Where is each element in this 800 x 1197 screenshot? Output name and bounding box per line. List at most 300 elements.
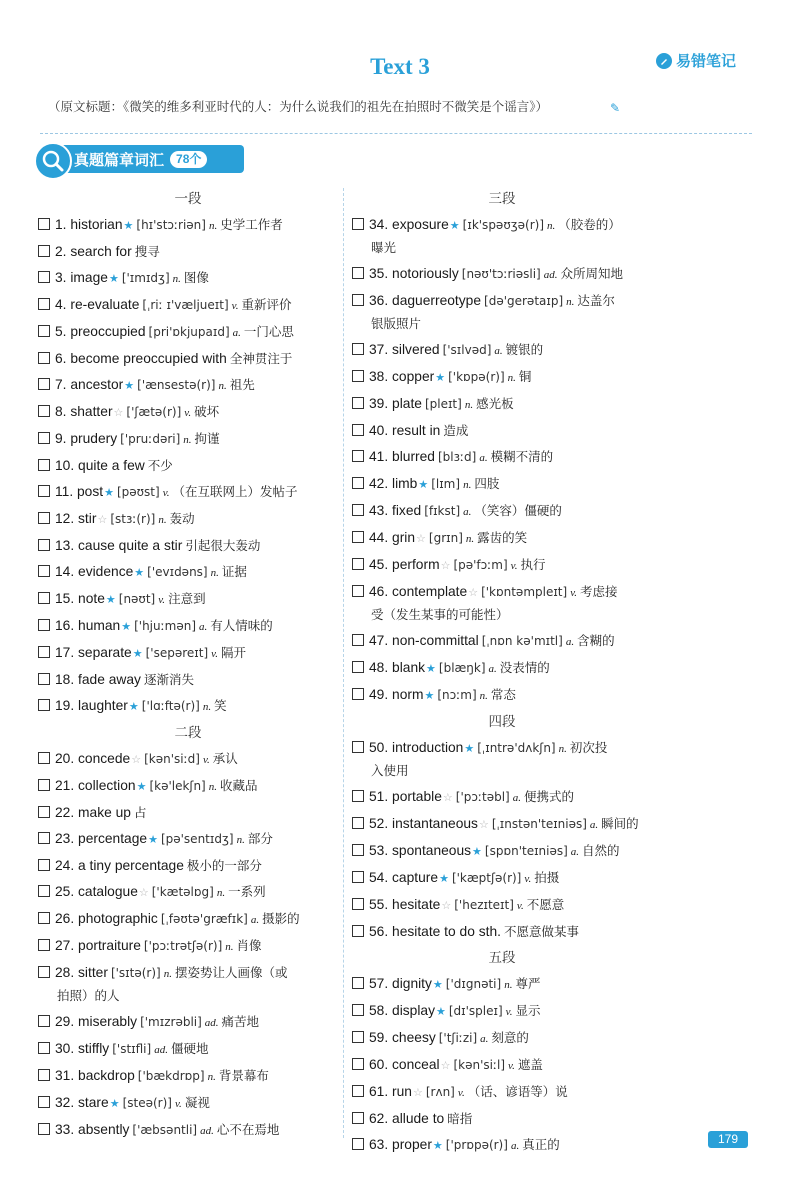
- entry-number: 53.: [369, 843, 389, 858]
- meaning-continued: 拍照）的人: [57, 988, 120, 1003]
- phonetic: [lɪm]: [431, 477, 461, 491]
- star-icon: ★: [121, 621, 132, 633]
- vocab-word: quite a few: [78, 458, 145, 473]
- banner-title: 真题篇章词汇: [74, 150, 165, 169]
- vocab-word: stiffly: [78, 1041, 110, 1056]
- entry-number: 7.: [55, 377, 67, 392]
- vocab-entry: [352, 892, 652, 919]
- checkbox[interactable]: [352, 817, 364, 829]
- checkbox[interactable]: [38, 673, 50, 685]
- vocab-entry: [352, 811, 652, 838]
- section-heading: 一段: [174, 191, 202, 207]
- vocab-entry: [352, 735, 652, 784]
- checkbox[interactable]: [38, 325, 50, 337]
- phonetic: [steə(r)]: [122, 1096, 172, 1110]
- entry-number: 10.: [55, 458, 75, 473]
- checkbox[interactable]: [38, 378, 50, 390]
- part-of-speech: v.: [158, 594, 166, 606]
- phonetic: ['dɪgnəti]: [445, 977, 502, 991]
- meaning: 一门心思: [243, 324, 294, 339]
- hollow-star-icon: ☆: [412, 1087, 423, 1099]
- checkbox[interactable]: [38, 405, 50, 417]
- checkbox[interactable]: [352, 370, 364, 382]
- meaning: 不愿意做某事: [503, 924, 579, 939]
- checkbox[interactable]: [352, 531, 364, 543]
- part-of-speech: v.: [202, 754, 210, 766]
- vocab-entry: [352, 1132, 652, 1159]
- vocab-entry: [38, 800, 338, 826]
- checkbox[interactable]: [38, 1069, 50, 1081]
- entry-number: 44.: [369, 530, 389, 545]
- meaning: 尊严: [515, 976, 541, 991]
- magnifier-icon: [34, 142, 72, 180]
- hollow-star-icon: ☆: [97, 514, 108, 526]
- phonetic: ['mɪzrəbli]: [140, 1015, 202, 1029]
- meaning: 祖先: [229, 377, 255, 392]
- meaning-continued: 银版照片: [371, 316, 422, 331]
- vocab-word: miserably: [78, 1014, 138, 1029]
- phonetic: [pə'fɔːm]: [453, 558, 508, 572]
- meaning: 没表情的: [499, 660, 550, 675]
- meaning: 注意到: [168, 591, 206, 606]
- checkbox[interactable]: [38, 699, 50, 711]
- phonetic: [ɪk'spəʊʒə(r)]: [462, 218, 545, 232]
- vocab-entry: [352, 1079, 652, 1106]
- vocab-entry: [352, 628, 652, 655]
- part-of-speech: a.: [232, 327, 241, 339]
- vocab-word: make up: [78, 805, 131, 820]
- phonetic: [ˌɪnstən'teɪniəs]: [491, 817, 587, 831]
- part-of-speech: n.: [216, 887, 226, 899]
- part-of-speech: n.: [207, 1071, 216, 1083]
- part-of-speech: v.: [505, 1006, 513, 1018]
- source-note: （原文标题：《微笑的维多利亚时代的人：为什么说我们的祖先在拍照时不微笑是个谣言》）: [48, 99, 549, 114]
- vocab-word: stir: [78, 511, 97, 526]
- vocab-word: capture: [392, 870, 439, 885]
- entry-number: 41.: [369, 449, 389, 464]
- vocab-word: fade away: [78, 672, 141, 687]
- checkbox[interactable]: [352, 790, 364, 802]
- checkbox[interactable]: [352, 871, 364, 883]
- vocab-entry: [352, 364, 652, 391]
- vocab-word: display: [392, 1003, 435, 1018]
- part-of-speech: a.: [199, 621, 208, 633]
- vocab-entry: [352, 998, 652, 1025]
- entry-number: 57.: [369, 976, 389, 991]
- checkbox[interactable]: [352, 267, 364, 279]
- entry-number: 63.: [369, 1137, 389, 1152]
- phonetic: ['hjuːmən]: [134, 619, 197, 633]
- phonetic: ['kæptʃə(r)]: [451, 871, 522, 885]
- checkbox[interactable]: [352, 1004, 364, 1016]
- meaning: 显示: [515, 1003, 541, 1018]
- checkbox[interactable]: [38, 752, 50, 764]
- entry-number: 28.: [55, 965, 75, 980]
- checkbox[interactable]: [38, 885, 50, 897]
- part-of-speech: n.: [172, 273, 181, 285]
- vocab-word: copper: [392, 369, 435, 384]
- vocab-entry: [352, 288, 652, 337]
- meaning: 模糊不清的: [490, 449, 554, 464]
- vocab-entry: [38, 933, 338, 960]
- checkbox[interactable]: [352, 844, 364, 856]
- word-count-badge: 78个: [170, 151, 207, 168]
- meaning: 摆姿势让人画像（或: [174, 965, 288, 980]
- star-icon: ★: [128, 701, 139, 713]
- phonetic: ['stɪfli]: [112, 1042, 152, 1056]
- phonetic: [stɜː(r)]: [110, 512, 156, 526]
- checkbox[interactable]: [38, 245, 50, 257]
- checkbox[interactable]: [352, 1138, 364, 1150]
- meaning: 不愿意: [526, 897, 565, 912]
- entry-number: 8.: [55, 404, 67, 419]
- checkbox[interactable]: [352, 661, 364, 673]
- meaning: 僵硬地: [170, 1041, 209, 1056]
- phonetic: ['kætəlɒg]: [151, 885, 214, 899]
- checkbox[interactable]: [38, 218, 50, 230]
- checkbox[interactable]: [38, 806, 50, 818]
- vocab-entry: [352, 337, 652, 364]
- entry-number: 61.: [369, 1084, 389, 1099]
- checkbox[interactable]: [38, 432, 50, 444]
- part-of-speech: n.: [158, 514, 167, 526]
- phonetic: ['sɪlvəd]: [442, 343, 492, 357]
- checkbox[interactable]: [352, 1085, 364, 1097]
- meaning: （在互联网上）发帖子: [172, 484, 298, 499]
- entry-number: 5.: [55, 324, 67, 339]
- checkbox[interactable]: [38, 779, 50, 791]
- vocab-word: percentage: [78, 831, 148, 846]
- entry-number: 32.: [55, 1095, 75, 1110]
- meaning: 执行: [520, 557, 546, 572]
- vocab-word: shatter: [70, 404, 113, 419]
- part-of-speech: n.: [566, 296, 575, 308]
- meaning: 自然的: [582, 843, 620, 858]
- checkbox[interactable]: [38, 966, 50, 978]
- phonetic: [dɪ'spleɪ]: [448, 1004, 503, 1018]
- checkbox[interactable]: [38, 459, 50, 471]
- checkbox[interactable]: [38, 859, 50, 871]
- meaning: 不少: [147, 458, 173, 473]
- star-icon: ★: [472, 846, 482, 858]
- vocab-entry: [38, 746, 338, 773]
- part-of-speech: a.: [480, 1033, 489, 1045]
- entry-number: 15.: [55, 591, 75, 606]
- part-of-speech: a.: [589, 819, 599, 831]
- vocab-entry: [352, 784, 652, 811]
- checkbox[interactable]: [38, 912, 50, 924]
- entry-number: 19.: [55, 698, 75, 713]
- phonetic: ['evɪdəns]: [147, 565, 208, 579]
- star-icon: ★: [449, 220, 460, 232]
- checkbox[interactable]: [38, 565, 50, 577]
- hollow-star-icon: ☆: [468, 587, 479, 599]
- checkbox[interactable]: [352, 1112, 364, 1124]
- part-of-speech: n.: [208, 220, 218, 232]
- entry-number: 47.: [369, 633, 389, 648]
- phonetic: [rʌn]: [425, 1085, 455, 1099]
- entry-number: 39.: [369, 396, 389, 411]
- phonetic: [nəʊt]: [118, 592, 156, 606]
- vocab-entry: [352, 655, 652, 682]
- vocab-entry: [38, 1090, 338, 1117]
- vocab-entry: [352, 498, 652, 525]
- vocab-entry: [38, 853, 338, 879]
- meaning: 部分: [247, 831, 273, 846]
- vocab-word: become preoccupied with: [70, 351, 227, 366]
- vocab-word: hesitate: [392, 897, 441, 912]
- section-heading: 五段: [488, 950, 516, 966]
- entry-number: 23.: [55, 831, 75, 846]
- meaning: 造成: [443, 423, 469, 438]
- checkbox[interactable]: [38, 832, 50, 844]
- checkbox[interactable]: [38, 298, 50, 310]
- part-of-speech: n.: [225, 941, 234, 953]
- checkbox[interactable]: [38, 1096, 50, 1108]
- hollow-star-icon: ☆: [442, 792, 453, 804]
- entry-number: 1.: [55, 217, 67, 232]
- star-icon: ★: [108, 273, 119, 285]
- meaning: 含糊的: [577, 633, 615, 648]
- checkbox[interactable]: [38, 592, 50, 604]
- checkbox[interactable]: [352, 450, 364, 462]
- checkbox[interactable]: [352, 1031, 364, 1043]
- star-icon: ★: [435, 372, 446, 384]
- phonetic: ['bækdrɒp]: [137, 1069, 205, 1083]
- part-of-speech: v.: [516, 900, 524, 912]
- entry-number: 21.: [55, 778, 75, 793]
- meaning: 铜: [518, 369, 532, 384]
- entry-number: 54.: [369, 870, 389, 885]
- vocab-word: limb: [392, 476, 418, 491]
- phonetic: [spɒn'teɪniəs]: [484, 844, 568, 858]
- vocab-word: instantaneous: [392, 816, 478, 831]
- part-of-speech: v.: [570, 587, 578, 599]
- section-banner: [38, 145, 244, 173]
- vocab-word: blank: [392, 660, 426, 675]
- star-icon: ★: [464, 743, 475, 755]
- meaning: 搜寻: [134, 244, 160, 259]
- meaning: 引起很大轰动: [185, 538, 261, 553]
- vocab-entry: [38, 693, 338, 720]
- part-of-speech: v.: [457, 1087, 465, 1099]
- checkbox[interactable]: [352, 898, 364, 910]
- star-icon: ★: [435, 1006, 446, 1018]
- vocab-entry: [352, 418, 652, 444]
- entry-number: 48.: [369, 660, 389, 675]
- meaning: 隔开: [220, 645, 246, 660]
- meaning: 承认: [212, 751, 238, 766]
- entry-number: 31.: [55, 1068, 75, 1083]
- vocab-word: post: [77, 484, 104, 499]
- entry-number: 9.: [55, 431, 67, 446]
- vocab-word: proper: [392, 1137, 432, 1152]
- phonetic: ['prɒpə(r)]: [445, 1138, 508, 1152]
- checkbox[interactable]: [38, 1042, 50, 1054]
- checkbox[interactable]: [38, 1015, 50, 1027]
- vocab-entry: [352, 1025, 652, 1052]
- meaning: 图像: [183, 270, 209, 285]
- part-of-speech: v.: [231, 300, 239, 312]
- vocab-word: daguerreotype: [392, 293, 482, 308]
- meaning: 背景幕布: [218, 1068, 269, 1083]
- vocab-entry: [38, 239, 338, 265]
- part-of-speech: a.: [510, 1140, 520, 1152]
- entry-number: 14.: [55, 564, 75, 579]
- checkbox[interactable]: [352, 397, 364, 409]
- meaning-continued: 受（发生某事的可能性）: [371, 607, 509, 622]
- entry-number: 25.: [55, 884, 75, 899]
- column-divider: [343, 188, 344, 1138]
- part-of-speech: n.: [210, 567, 219, 579]
- vocab-entry: [38, 319, 338, 346]
- vocab-entry: [38, 613, 338, 640]
- vocab-word: exposure: [392, 217, 449, 232]
- entry-number: 37.: [369, 342, 389, 357]
- vocab-word: introduction: [392, 740, 464, 755]
- meaning: 笑: [214, 698, 227, 713]
- checkbox[interactable]: [352, 343, 364, 355]
- checkbox[interactable]: [38, 512, 50, 524]
- meaning: 暗指: [447, 1111, 473, 1126]
- entry-number: 6.: [55, 351, 67, 366]
- phonetic: ['pruːdəri]: [120, 432, 181, 446]
- brand-logo: [656, 50, 736, 71]
- hollow-star-icon: ☆: [416, 533, 426, 545]
- vocab-word: evidence: [78, 564, 134, 579]
- section-heading: 三段: [488, 191, 516, 207]
- hollow-star-icon: ☆: [440, 1060, 451, 1072]
- vocab-word: note: [78, 591, 105, 606]
- checkbox[interactable]: [352, 925, 364, 937]
- meaning: 全神贯注于: [229, 351, 293, 366]
- entry-number: 27.: [55, 938, 75, 953]
- checkbox[interactable]: [352, 504, 364, 516]
- star-icon: ★: [124, 380, 135, 392]
- vocab-entry: [38, 667, 338, 693]
- meaning: 重新评价: [241, 297, 292, 312]
- part-of-speech: ad.: [200, 1125, 214, 1137]
- checkbox[interactable]: [352, 688, 364, 700]
- vocab-entry: [38, 1036, 338, 1063]
- phonetic: ['ænsestə(r)]: [137, 378, 216, 392]
- phonetic: [kə'lekʃn]: [149, 779, 206, 793]
- meaning: 刻意的: [491, 1030, 529, 1045]
- phonetic: [ˌfəʊtə'græfɪk]: [160, 912, 248, 926]
- entry-number: 33.: [55, 1122, 75, 1137]
- phonetic: ['pɔːtəbl]: [455, 790, 510, 804]
- part-of-speech: n.: [465, 533, 475, 545]
- phonetic: [grɪn]: [428, 531, 463, 545]
- meaning: 考虑接: [580, 584, 618, 599]
- hollow-star-icon: ☆: [131, 754, 142, 766]
- part-of-speech: v.: [184, 407, 192, 419]
- checkbox[interactable]: [352, 558, 364, 570]
- meaning: 轰动: [169, 511, 195, 526]
- phonetic: [ˌriː ɪ'væljueɪt]: [142, 298, 229, 312]
- part-of-speech: n.: [479, 690, 488, 702]
- meaning: 瞬间的: [601, 816, 639, 831]
- meaning: 占: [133, 805, 147, 820]
- checkbox[interactable]: [38, 485, 50, 497]
- vocab-word: re-evaluate: [70, 297, 140, 312]
- vocab-entry: [38, 773, 338, 800]
- entry-number: 42.: [369, 476, 389, 491]
- meaning: 破坏: [194, 404, 220, 419]
- entry-number: 34.: [369, 217, 389, 232]
- checkbox[interactable]: [352, 294, 364, 306]
- vocab-entry: [352, 919, 652, 945]
- phonetic: [blæŋk]: [438, 661, 486, 675]
- header-divider: [40, 133, 752, 134]
- checkbox[interactable]: [38, 646, 50, 658]
- checkbox[interactable]: [38, 271, 50, 283]
- entry-number: 3.: [55, 270, 67, 285]
- checkbox[interactable]: [38, 939, 50, 951]
- vocab-entry: [38, 1063, 338, 1090]
- checkbox[interactable]: [352, 1058, 364, 1070]
- star-icon: ★: [104, 487, 114, 499]
- vocab-entry: [38, 559, 338, 586]
- hollow-star-icon: ☆: [478, 819, 489, 831]
- checkbox[interactable]: [352, 741, 364, 753]
- meaning: （胶卷的）: [558, 217, 621, 232]
- vocab-entry: [352, 1052, 652, 1079]
- vocab-word: absently: [78, 1122, 130, 1137]
- checkbox[interactable]: [352, 634, 364, 646]
- hollow-star-icon: ☆: [113, 407, 124, 419]
- vocab-word: non-committal: [392, 633, 479, 648]
- vocab-word: image: [70, 270, 108, 285]
- checkbox[interactable]: [352, 477, 364, 489]
- part-of-speech: ad.: [154, 1044, 168, 1056]
- left-vocab-column: [38, 186, 338, 1144]
- checkbox[interactable]: [352, 218, 364, 230]
- phonetic: ['æbsəntli]: [132, 1123, 198, 1137]
- vocab-word: photographic: [78, 911, 158, 926]
- vocab-entry: [352, 682, 652, 709]
- vocab-word: perform: [392, 557, 440, 572]
- entry-number: 60.: [369, 1057, 389, 1072]
- phonetic: [pə'sentɪdʒ]: [160, 832, 234, 846]
- checkbox[interactable]: [38, 352, 50, 364]
- page-number: 179: [708, 1131, 748, 1148]
- checkbox[interactable]: [38, 619, 50, 631]
- entry-number: 51.: [369, 789, 389, 804]
- checkbox[interactable]: [38, 539, 50, 551]
- entry-number: 24.: [55, 858, 75, 873]
- meaning: 收藏品: [219, 778, 258, 793]
- checkbox[interactable]: [352, 424, 364, 436]
- checkbox[interactable]: [352, 585, 364, 597]
- vocab-word: run: [392, 1084, 412, 1099]
- star-icon: ★: [136, 781, 147, 793]
- checkbox[interactable]: [38, 1123, 50, 1135]
- vocab-word: collection: [78, 778, 136, 793]
- phonetic: [kən'siːd]: [144, 752, 200, 766]
- vocab-word: hesitate to do sth.: [392, 924, 501, 939]
- checkbox[interactable]: [352, 977, 364, 989]
- vocab-entry: [38, 479, 338, 506]
- phonetic: [blɜːd]: [437, 450, 477, 464]
- phonetic: ['lɑːftə(r)]: [141, 699, 200, 713]
- vocab-word: historian: [70, 217, 123, 232]
- meaning: 露齿的笑: [477, 530, 528, 545]
- part-of-speech: n.: [463, 479, 472, 491]
- entry-number: 59.: [369, 1030, 389, 1045]
- vocab-entry: [352, 865, 652, 892]
- entry-number: 46.: [369, 584, 389, 599]
